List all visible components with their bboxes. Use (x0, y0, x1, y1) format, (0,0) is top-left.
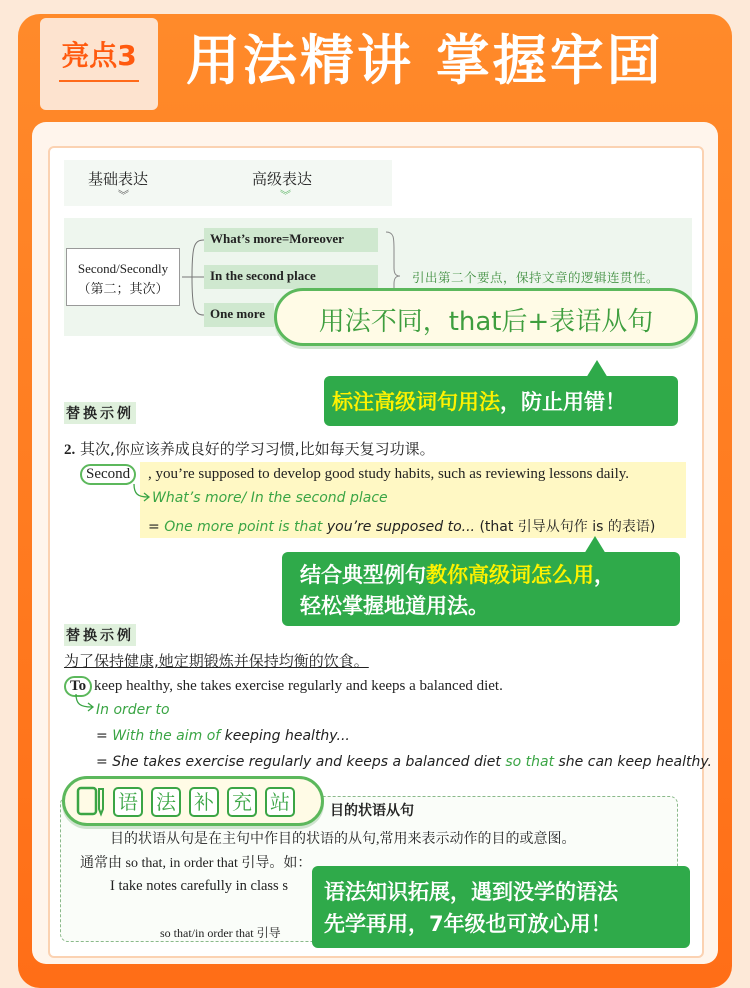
mark-callout-text: ，防止用错！ (500, 390, 626, 414)
grammar-stamp (62, 776, 324, 826)
teach-text-1: 结合典型例句 (300, 563, 426, 587)
alt-expression-2 (148, 516, 655, 536)
stamp-char: 充 (227, 787, 257, 817)
option-one-more: One more (204, 303, 274, 327)
pen-paper-icon (75, 785, 107, 819)
source-meaning: （第二；其次） (77, 281, 169, 296)
circled-word: Second (80, 464, 136, 485)
mark-callout-highlight: 标注高级词句用法 (332, 390, 500, 414)
grammar-title: 目的状语从句 (330, 803, 414, 819)
tab-advanced: 高级表达 (252, 170, 313, 188)
section-label: 替换示例 (64, 624, 136, 646)
example-en-sentence: , you’re supposed to develop good study habits, such as reviewing lessons daily. (148, 466, 630, 482)
alt-rest: She takes exercise regularly and keeps a balanced diet (112, 754, 501, 770)
source-word-box (66, 248, 180, 306)
section-label: 替换示例 (64, 402, 136, 424)
chevron-down-icon: ︾ (280, 189, 291, 202)
teach-highlight: 教你高级词怎么用 (426, 563, 594, 587)
page-title: 用法精讲 掌握牢固 (186, 29, 664, 92)
equals-sign: = (148, 519, 160, 535)
alt-expression-2 (96, 728, 350, 744)
arrow-icon (132, 484, 152, 502)
diagram-note: 引出第二个要点，保持文章的逻辑连贯性。 (412, 270, 660, 285)
expand-text-2: 先学再用，7年级也可放心用！ (324, 912, 612, 936)
alt-green-phrase: With the aim of (112, 728, 221, 744)
tab-basic: 基础表达 (88, 170, 149, 188)
teach-callout (282, 552, 680, 626)
grammar-footer: so that/in order that 引导 (160, 926, 281, 940)
stamp-char: 语 (113, 787, 143, 817)
highlight-badge (40, 18, 158, 110)
branch-connector (180, 236, 206, 326)
equals-sign: = (96, 754, 108, 770)
stamp-char: 站 (265, 787, 295, 817)
arrow-icon (74, 694, 96, 712)
usage-callout: 用法不同，that后+表语从句 (274, 288, 698, 346)
expand-callout (312, 866, 690, 948)
example-cn-sentence: 为了保持健康,她定期锻炼并保持均衡的饮食。 (64, 652, 369, 670)
alt-green-phrase: so that (505, 754, 555, 770)
expression-tabs (64, 160, 392, 206)
badge-underline (59, 80, 139, 82)
teach-comma: ， (594, 563, 615, 587)
option-whats-more: What’s more=Moreover (204, 228, 378, 252)
alt-rest: she can keep healthy. (558, 754, 712, 770)
circled-word: To (64, 676, 92, 697)
stamp-char: 补 (189, 787, 219, 817)
alt-rest: you’re supposed to... (326, 519, 475, 535)
example-en-sentence: keep healthy, she takes exercise regularly and keeps a balanced diet. (94, 678, 503, 694)
teach-text-2: 轻松掌握地道用法。 (300, 594, 489, 618)
grammar-example: I take notes carefully in class s (110, 878, 288, 894)
alt-expression-3 (96, 754, 712, 770)
chevron-down-icon: ︾ (118, 189, 129, 202)
alt-grammar-note: (that 引导从句作 is 的表语) (479, 519, 656, 535)
stamp-char: 法 (151, 787, 181, 817)
alt-green-phrase: One more point is that (164, 519, 323, 535)
grammar-paragraph-2: 通常由 so that, in order that 引导。如： (80, 856, 312, 871)
badge-text: 亮点3 (61, 39, 137, 72)
grammar-paragraph-1: 目的状语从句是在主句中作目的状语的从句,常用来表示动作的目的或意图。 (110, 832, 576, 847)
alt-expression-1: What’s more/ In the second place (152, 490, 388, 506)
example-cn-text: 其次,你应该养成良好的学习习惯,比如每天复习功课。 (80, 440, 435, 458)
alt-expression-1: In order to (96, 702, 170, 718)
mark-callout (324, 376, 678, 426)
example-cn-sentence (64, 438, 435, 459)
equals-sign: = (96, 728, 108, 744)
alt-rest: keeping healthy... (224, 728, 350, 744)
expand-text-1: 语法知识拓展，遇到没学的语法 (324, 880, 618, 904)
example-number: 2. (64, 442, 76, 458)
option-second-place: In the second place (204, 265, 378, 289)
source-word: Second/Secondly (77, 261, 169, 276)
